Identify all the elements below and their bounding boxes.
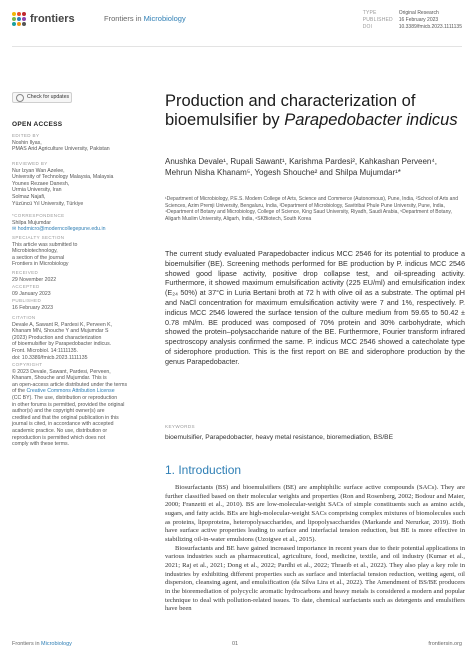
check-updates-icon [16, 94, 24, 102]
paragraph: Biosurfactants (BS) and bioemulsifiers (BE) are amphiphilic surface active compounds (SACs). They are further classified based on their molecular weights and properties (Ron and Rosenberg, 2002; Bodour and Maier, 2000; Franzetti et al., 2010). BS are low-molecular-weight SACs of simple constituents such as amino acids, sugars, and fatty acids. BEs are high-molecular-weight SACs comprising complex mixtures of biomolecules such as proteins, lipoproteins, heteropolysaccharides, and lipopolysaccharides (Markande and Nerurkar, 2019). Both have surface active properties leading to surface and interfacial tension reduction, but BE is more effective in stabilizing oil-in-water emulsions (Uzoigwe et al., 2015). [165, 484, 465, 543]
specialty-line: This article was submitted to [12, 241, 78, 248]
specialty-line: Microbiotechnology, [12, 248, 58, 255]
title-text: Production and characterization of bioemulsifier by [165, 92, 416, 129]
published-block [12, 298, 150, 311]
frontiers-logo-icon [12, 12, 26, 26]
check-updates-label: Check for updates [27, 94, 70, 100]
citation-line: Khanam MN, Shouche Y and Mujumdar S [12, 328, 109, 335]
abstract: The current study evaluated Parapedobacter indicus MCC 2546 for its potential to produce a bioemulsifier (BE). Screening methods performed for BE production by P. indicus MCC 2546 showed good lipase activity, positive drop collapse test, and oil-spreading activity. Furthermore, it showed maximum emulsification activity (225 EU/ml) and emulsification index (E₂₄ 50%) at 37°C in Luria Bertani broth at 72 h with olive oil as a substrate. The optimal pH and NaCl concentration for maximum emulsification activity were 7 and 1%, respectively. P. indicus MCC 2546 lowered the surface tension of the culture medium from 59.65 to 50.42 ± 0.78 mN/m. BE produced was composed of 70% protein and 30% carbohydrate, which showed the protein–polysaccharide nature of the BE. Furthermore, Fourier transform infrared spectroscopy analysis confirmed the same. P. indicus MCC 2546 showed a catecholate type of siderophore production. This is the first report on BE and siderophore production by the genus Parapedobacter. [165, 249, 465, 366]
editor-affiliation: PMAS Arid Agriculture University, Pakistan [12, 146, 110, 153]
published-date: 16 February 2023 [12, 304, 53, 311]
copyright-line: journal is cited, in accordance with accepted [12, 421, 114, 428]
citation-line: doi: 10.3389/fmicb.2023.1111135 [12, 354, 88, 361]
reviewer-name: Solmaz Najafi, [12, 193, 46, 200]
specialty-line: Frontiers in Microbiology [12, 261, 69, 268]
title-species: Parapedobacter indicus [284, 111, 458, 129]
reviewer-affiliation: University of Technology Malaysia, Malaysia [12, 174, 114, 181]
copyright-line: credited and that the original publication in this [12, 414, 119, 421]
footer-journal [12, 641, 72, 647]
author-list: Anushka Devale¹, Rupali Sawant¹, Karishma Pardesi², Kahkashan Perveen⁴, Mehrun Nisha Khanam⁵, Yogesh Shouche² and Shilpa Mujumdar¹* [165, 157, 438, 177]
type-value: Original Research [398, 10, 439, 16]
copyright-line: reproduction is permitted which does not [12, 434, 106, 441]
copyright-heading: COPYRIGHT [12, 362, 43, 367]
article-meta [363, 10, 462, 31]
copyright-line: academic practice. No use, distribution or [12, 427, 108, 434]
reviewer-name: Younes Rezaee Danesh, [12, 180, 70, 187]
received-date: 29 November 2022 [12, 276, 57, 283]
journal-name-highlight: Microbiology [143, 14, 186, 23]
article-title [165, 92, 465, 130]
citation-line: Devale A, Sawant R, Pardesi K, Perveen K, [12, 321, 113, 328]
edited-by-heading: EDITED BY [12, 133, 40, 138]
doi-value[interactable]: 10.3389/fmicb.2023.1111135 [398, 24, 462, 30]
journal-name[interactable] [104, 14, 186, 23]
reviewer-affiliation: Yüzüncü Yıl University, Türkiye [12, 200, 84, 207]
received-block [12, 270, 150, 283]
copyright-line: comply with these terms. [12, 441, 70, 448]
copyright-block [12, 362, 150, 448]
accepted-heading: ACCEPTED [12, 284, 40, 289]
copyright-line: in other forums is permitted, provided the original [12, 401, 125, 408]
published-value: 16 February 2023 [398, 17, 439, 23]
logo-text: frontiers [30, 13, 75, 25]
copyright-line: © 2023 Devale, Sawant, Pardesi, Perveen, [12, 368, 111, 375]
reviewed-by-block [12, 161, 150, 207]
received-heading: RECEIVED [12, 270, 39, 275]
published-label: PUBLISHED [362, 17, 393, 23]
page-header [12, 10, 462, 42]
footer-journal-name: Microbiology [41, 641, 72, 647]
citation-heading: CITATION [12, 315, 36, 320]
accepted-block [12, 284, 150, 297]
affiliations: ¹Department of Microbiology, P.E.S. Modern College of Arts, Science and Commerce (Autonomous), Pune, India, ²School of Arts and Sciences, Azim Premji University, Bengaluru, India, ³Department of Microbiology, Savitribai Phule Pune University, Pune, India, ⁴Department of Botany and Microbiology, College of Science, King Saud University, Riyadh, Saudi Arabia, ⁵Department of Botany, Aligarh Muslim University, Aligarh, India, ⁶SKBiotech, South Korea [165, 196, 459, 222]
paragraph: Biosurfactants and BE have gained increased importance in recent years due to their potential applications in various industries such as pharmaceutical, agriculture, food, medicine, textile, and oil industry (Kumar et al., 2021; Raj et al., 2021; Dong et al., 2022; Pardhi et al., 2022; Thraeib et al., 2022). They also play a key role in industries by exhibiting different properties such as surface and interfacial tension reduction, wetting agent, oil dispersion, cleansing agent, and emulsification (da Silva Lira et al., 2022). The Amendment of BS/BE producers in the bioremediation of polycyclic aromatic hydrocarbons and heavy metals is considered a modern and popular technique to deal with pollution-related issues. To date, chemical surfactants such as detergents and emulsifiers have been [165, 544, 465, 613]
copyright-line: (CC BY). The use, distribution or reproduction [12, 394, 118, 401]
keywords-heading: KEYWORDS [165, 424, 195, 429]
journal-prefix: Frontiers in [104, 14, 142, 23]
header-divider [12, 46, 462, 47]
correspondence-email[interactable]: ✉ hodmicro@moderncollegepune.edu.in [12, 226, 106, 233]
section-heading-introduction: 1. Introduction [165, 463, 242, 477]
license-link[interactable]: Creative Commons Attribution License [26, 388, 115, 395]
keywords: bioemulsifier, Parapedobacter, heavy metal resistance, bioremediation, BS/BE [165, 434, 393, 441]
copyright-line: an open-access article distributed under the terms [12, 381, 128, 388]
copyright-prefix: of the [12, 388, 25, 395]
corresponding-author: Shilpa Mujumdar [12, 219, 51, 226]
correspondence-heading: *CORRESPONDENCE [12, 213, 65, 218]
published-heading: PUBLISHED [12, 298, 42, 303]
citation-block [12, 315, 150, 361]
editor-name: Noshin Ilyas, [12, 139, 42, 146]
specialty-line: a section of the journal [12, 254, 65, 261]
specialty-heading: SPECIALTY SECTION [12, 235, 65, 240]
copyright-line: author(s) and the copyright owner(s) are [12, 408, 105, 415]
citation-line: (2023) Production and characterization [12, 334, 102, 341]
accepted-date: 09 January 2023 [12, 290, 51, 297]
page-number: 01 [232, 641, 239, 647]
copyright-line [12, 388, 150, 395]
citation-line: of bioemulsifier by Parapedobacter indicus. [12, 341, 112, 348]
reviewer-affiliation: Urmia University, Iran [12, 187, 62, 194]
type-label: TYPE [362, 10, 377, 16]
specialty-block [12, 235, 150, 268]
open-access-label: OPEN ACCESS [12, 121, 63, 128]
introduction-body [165, 484, 465, 614]
edited-by-block [12, 133, 150, 153]
frontiers-logo[interactable] [12, 12, 75, 26]
footer-journal-prefix: Frontiers in [12, 641, 40, 647]
citation-line: Front. Microbiol. 14:1111135. [12, 347, 78, 354]
doi-label: DOI [362, 24, 373, 30]
reviewed-by-heading: REVIEWED BY [12, 161, 48, 166]
copyright-line: Khanam, Shouche and Mujumdar. This is [12, 375, 107, 382]
footer-url[interactable]: frontiersin.org [428, 641, 462, 647]
reviewer-name: Nur Izyan Wan Azelee, [12, 167, 65, 174]
correspondence-block [12, 213, 150, 233]
check-updates-button[interactable] [12, 92, 72, 103]
